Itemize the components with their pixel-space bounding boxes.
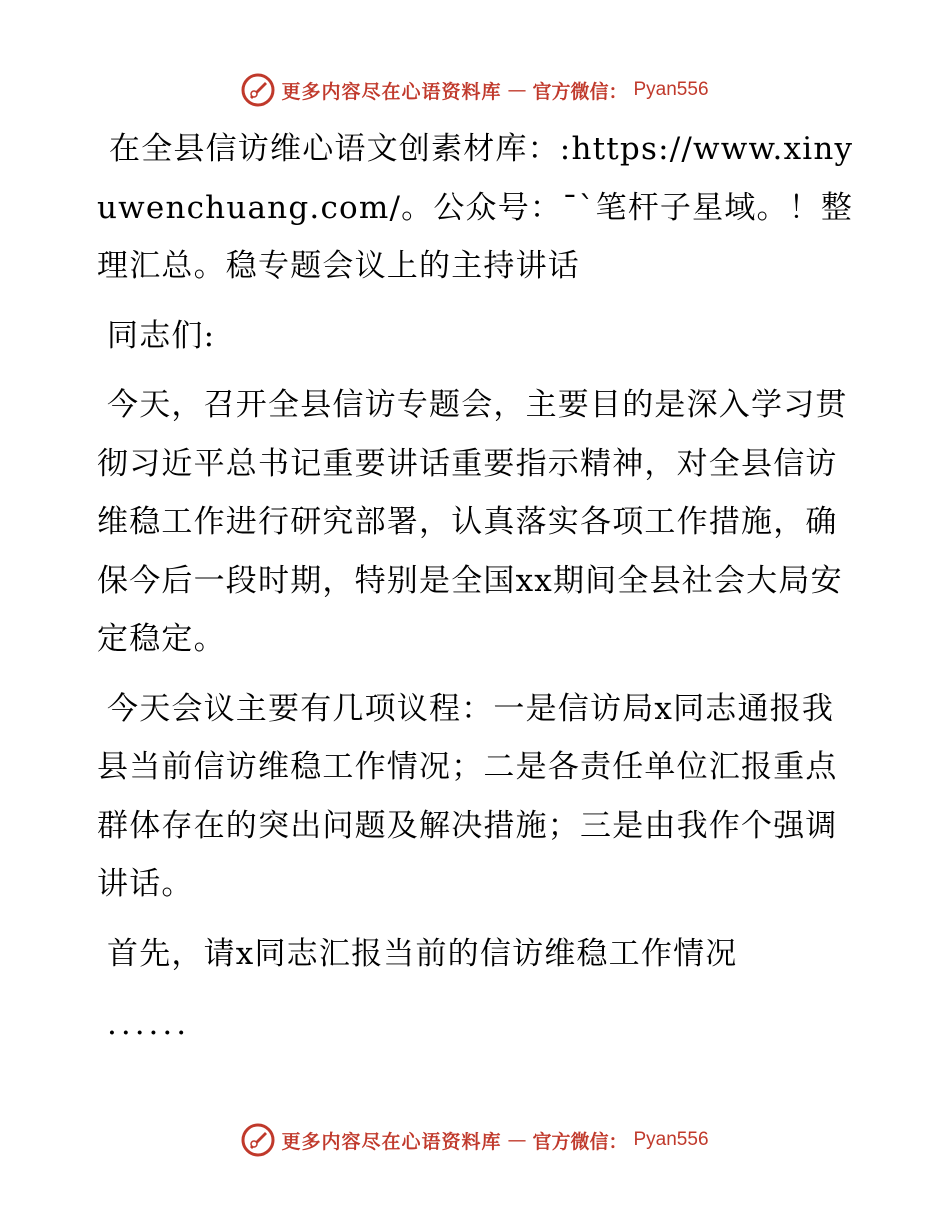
ellipsis: ......: [107, 1006, 191, 1042]
banner-wechat-label: 官方微信：: [532, 1130, 628, 1153]
banner-main-text: 更多内容尽在心语资料库: [281, 1130, 502, 1153]
document-body: [97, 120, 857, 1053]
document-heading: 在全县信访维心语文创素材库：:https://www.xinyuwenchuang.com/。公众号：¯`笔杆子星域。！整理汇总。稳专题会议上的主持讲话: [97, 131, 854, 284]
banner-wechat-id: Pyan556: [633, 79, 709, 100]
footer-watermark-banner: [0, 1120, 950, 1160]
paragraph-first-report: 首先，请x同志汇报当前的信访维稳工作情况: [107, 935, 738, 972]
banner-wechat-label: 官方微信：: [532, 80, 628, 103]
quill-logo-icon: [241, 1123, 275, 1157]
header-watermark-banner: [0, 70, 950, 110]
banner-main-text: 更多内容尽在心语资料库: [281, 80, 502, 103]
quill-logo-icon: [241, 73, 275, 107]
salutation: 同志们:: [107, 317, 216, 354]
banner-separator: —: [507, 1129, 527, 1151]
banner-separator: —: [507, 79, 527, 101]
paragraph-opening: 今天，召开全县信访专题会，主要目的是深入学习贯彻习近平总书记重要讲话重要指示精神，对全县信访维稳工作进行研究部署，认真落实各项工作措施，确保今后一段时期，特别是全国xx期间全县社会大局安定稳定。: [97, 387, 848, 657]
paragraph-agenda: 今天会议主要有几项议程：一是信访局x同志通报我县当前信访维稳工作情况；二是各责任单位汇报重点群体存在的突出问题及解决措施；三是由我作个强调讲话。: [97, 690, 838, 902]
banner-wechat-id: Pyan556: [633, 1129, 709, 1150]
